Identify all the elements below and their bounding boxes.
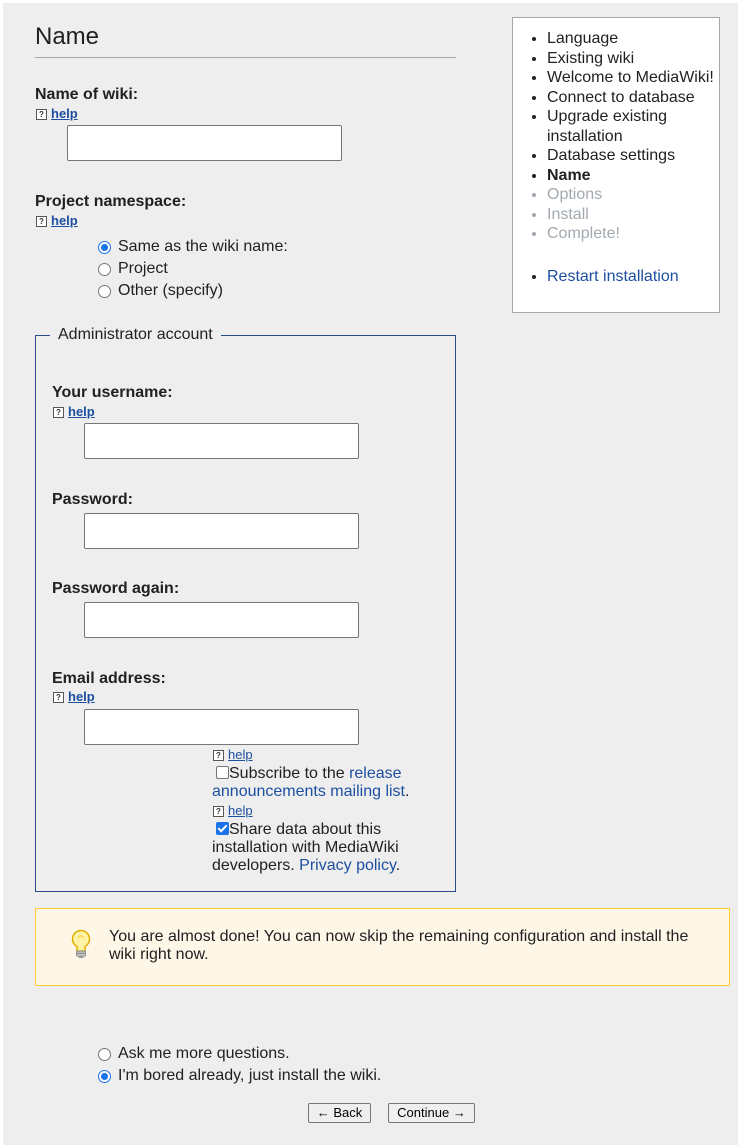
password-input[interactable] xyxy=(84,513,359,549)
step-item-current: • Name xyxy=(547,166,719,186)
username-help[interactable] xyxy=(53,405,95,419)
namespace-option-label: Other (specify) xyxy=(118,282,223,299)
admin-account-legend: Administrator account xyxy=(58,326,213,343)
username-input[interactable] xyxy=(84,423,359,459)
namespace-option-project[interactable] xyxy=(98,259,168,279)
share-period: . xyxy=(395,857,401,874)
help-icon: ? xyxy=(36,216,47,227)
step-item: • Complete! xyxy=(547,224,719,244)
email-label: Email address: xyxy=(52,670,166,687)
installer-page xyxy=(3,3,738,1145)
share-text: Share data about this installation with MediaWiki developers. xyxy=(212,821,399,874)
password-label: Password: xyxy=(52,491,133,508)
email-input[interactable] xyxy=(84,709,359,745)
back-button[interactable]: ← Back xyxy=(308,1103,371,1123)
password-again-input[interactable] xyxy=(84,602,359,638)
wiki-name-input[interactable] xyxy=(67,125,342,161)
step-item: • Upgrade existing installation xyxy=(547,107,719,146)
username-label: Your username: xyxy=(52,384,173,401)
finish-radio-install[interactable] xyxy=(98,1070,111,1083)
project-namespace-label: Project namespace: xyxy=(35,193,187,210)
step-item: • Connect to database xyxy=(547,88,719,108)
finish-option-install[interactable] xyxy=(98,1066,381,1086)
finish-option-ask[interactable] xyxy=(98,1044,290,1064)
help-icon: ? xyxy=(213,750,224,761)
step-item: • Language xyxy=(547,29,719,49)
password-again-label: Password again: xyxy=(52,580,180,597)
subscribe-period: . xyxy=(405,783,410,800)
step-item: • Database settings xyxy=(547,146,719,166)
step-item: • Welcome to MediaWiki! xyxy=(547,68,719,88)
help-link[interactable]: help xyxy=(228,803,253,818)
mailing-list-link[interactable]: release announcements mailing list xyxy=(212,765,405,800)
installer-steps-sidebar xyxy=(512,17,720,313)
steps-list xyxy=(513,18,719,286)
step-item: • Options xyxy=(547,185,719,205)
lightbulb-icon xyxy=(70,929,92,964)
namespace-option-same[interactable] xyxy=(98,237,288,257)
project-namespace-help[interactable] xyxy=(36,214,78,228)
help-icon: ? xyxy=(53,692,64,703)
finish-option-label: Ask me more questions. xyxy=(118,1045,290,1062)
help-icon: ? xyxy=(213,806,224,817)
help-link[interactable]: help xyxy=(228,747,253,762)
restart-item xyxy=(547,267,719,287)
share-checkbox[interactable] xyxy=(216,822,229,835)
help-link[interactable]: help xyxy=(51,213,78,228)
continue-button[interactable]: Continue → xyxy=(388,1103,475,1123)
step-item: • Existing wiki xyxy=(547,49,719,69)
email-help[interactable] xyxy=(53,690,95,704)
namespace-option-label: Project xyxy=(118,260,168,277)
wiki-name-help[interactable] xyxy=(36,107,78,121)
almost-done-notice xyxy=(35,908,730,986)
subscribe-option xyxy=(212,765,432,801)
subscribe-help[interactable] xyxy=(213,748,253,762)
finish-radio-ask[interactable] xyxy=(98,1048,111,1061)
help-icon: ? xyxy=(36,109,47,120)
share-help[interactable] xyxy=(213,804,253,818)
subscribe-checkbox[interactable] xyxy=(216,766,229,779)
help-link[interactable]: help xyxy=(68,689,95,704)
share-option xyxy=(212,821,432,875)
help-link[interactable]: help xyxy=(68,404,95,419)
namespace-radio-same[interactable] xyxy=(98,241,111,254)
page-title: Name xyxy=(35,23,456,58)
namespace-option-label: Same as the wiki name: xyxy=(118,238,288,255)
almost-done-message: You are almost done! You can now skip the remaining configuration and install the wiki right now. xyxy=(109,928,689,963)
step-item: • Install xyxy=(547,205,719,225)
namespace-option-other[interactable] xyxy=(98,281,223,301)
subscribe-text: Subscribe to the xyxy=(229,765,350,782)
privacy-policy-link[interactable]: Privacy policy xyxy=(299,857,396,874)
restart-installation-link[interactable]: Restart installation xyxy=(547,267,679,285)
finish-option-label: I'm bored already, just install the wiki. xyxy=(118,1067,382,1084)
help-link[interactable]: help xyxy=(51,106,78,121)
wiki-name-label: Name of wiki: xyxy=(35,86,139,103)
namespace-radio-project[interactable] xyxy=(98,263,111,276)
help-icon: ? xyxy=(53,407,64,418)
namespace-radio-other[interactable] xyxy=(98,285,111,298)
